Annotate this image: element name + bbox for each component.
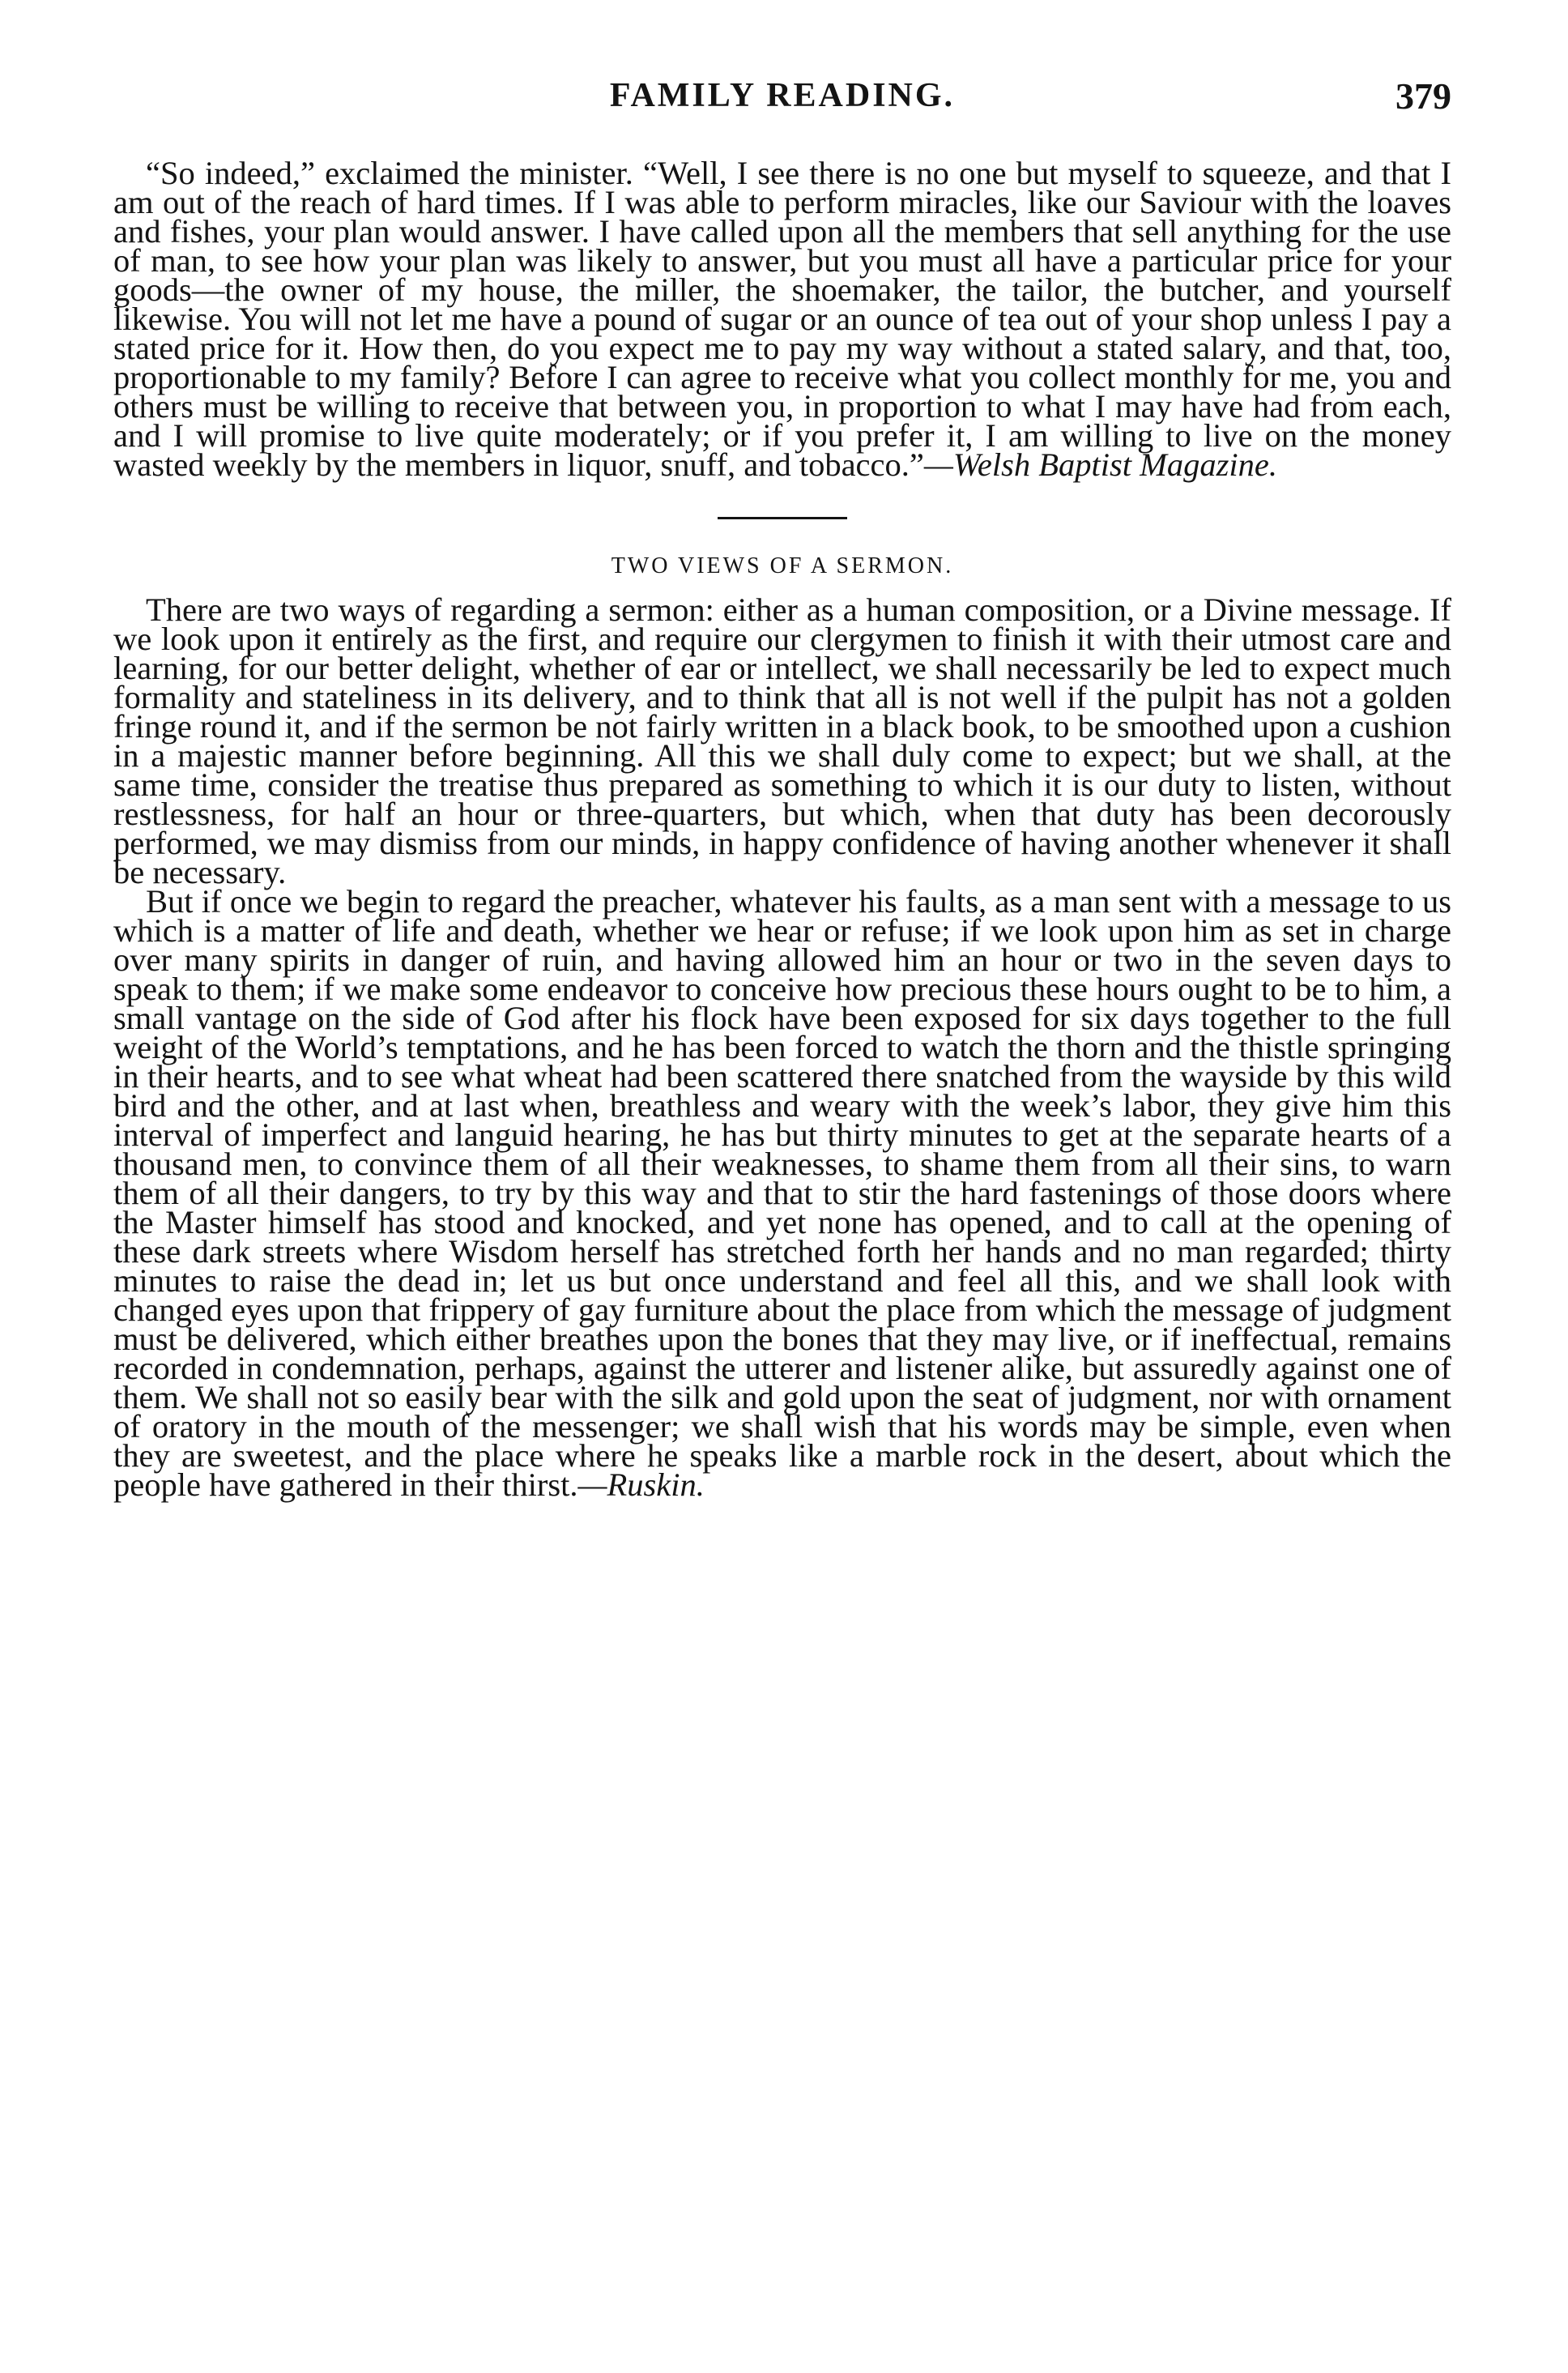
page-body (113, 155, 1451, 1503)
page-number: 379 (1395, 75, 1451, 117)
paragraph-text: “So indeed,” exclaimed the minister. “Well, I see there is no one but myself to squeeze, and that I am out of the reach of hard times. If I was able to perform miracles, like our Saviour with the loaves and fishes, your plan would answer. I have called upon all the members that sell anything for the use of man, to see how your plan was likely to answer, but you must all have a particular price for your goods—the owner of my house, the miller, the shoemaker, the tailor, the butcher, and yourself likewise. You will not let me have a pound of sugar or an ounce of tea out of your shop unless I pay a stated price for it. How then, do you expect me to pay my way without a stated salary, and that, too, proportionable to my family? Before I can agree to receive what you collect monthly for me, you and others must be willing to receive that between you, in proportion to what I may have had from each, and I will promise to live quite moderately; or if you prefer it, I am willing to live on the money wasted weekly by the members in liquor, snuff, and tobacco.” (113, 155, 1451, 483)
article-paragraph (113, 155, 1451, 483)
source-attribution: —Welsh Baptist Magazine. (923, 446, 1277, 483)
source-attribution: —Ruskin. (577, 1466, 705, 1503)
article-paragraph: There are two ways of regarding a sermon: either as a human composition, or a Divine message. If we look upon it entirely as the first, and require our clergymen to finish it with their utmost care and learning, for our better delight, whether of ear or intellect, we shall necessarily be led to expect much formality and stateliness in its delivery, and to think that all is not well if the pulpit has not a golden fringe round it, and if the sermon be not fairly written in a black book, to be smoothed upon a cushion in a majestic manner before beginning. All this we shall duly come to expect; but we shall, at the same time, consider the treatise thus prepared as something to which it is our duty to listen, without restlessness, for half an hour or three-quarters, but which, when that duty has been decorously performed, we may dismiss from our minds, in happy confidence of having another whenever it shall be necessary. (113, 591, 1451, 890)
running-head: FAMILY READING. (609, 77, 956, 114)
paragraph-text: But if once we begin to regard the preacher, whatever his faults, as a man sent with a message to us which is a matter of life and death, whether we hear or refuse; if we look upon him as set in charge over many spirits in danger of ruin, and having allowed him an hour or two in the seven days to speak to them; if we make some endeavor to conceive how precious these hours ought to be to him, a small vantage on the side of God after his flock have been exposed for six days together to the full weight of the World’s temptations, and he has been forced to watch the thorn and the thistle springing in their hearts, and to see what wheat had been scattered there snatched from the wayside by this wild bird and the other, and at last when, breathless and weary with the week’s labor, they give him this interval of imperfect and languid hearing, he has but thirty minutes to get at the separate hearts of a thousand men, to convince them of all their weaknesses, to shame them from all their sins, to warn them of all their dangers, to try by this way and that to stir the hard fastenings of those doors where the Master himself has stood and knocked, and yet none has opened, and to call at the opening of these dark streets where Wisdom herself has stretched forth her hands and no man regarded; thirty minutes to raise the dead in; let us but once understand and feel all this, and we shall look with changed eyes upon that frippery of gay furniture about the place from which the message of judgment must be delivered, which either breathes upon the bones that they may live, or if ineffectual, remains recorded in condemnation, perhaps, against the utterer and listener alike, but assuredly against one of them. We shall not so easily bear with the silk and gold upon the seat of judgment, nor with ornament of oratory in the mouth of the messenger; we shall wish that his words may be simple, even when they are sweetest, and the place where he speaks like a marble rock in the desert, about which the people have gathered in their thirst. (113, 883, 1451, 1503)
section-title: TWO VIEWS OF A SERMON. (611, 553, 954, 578)
section-divider (718, 517, 847, 519)
page-header (113, 76, 1451, 133)
article-paragraph (113, 883, 1451, 1503)
